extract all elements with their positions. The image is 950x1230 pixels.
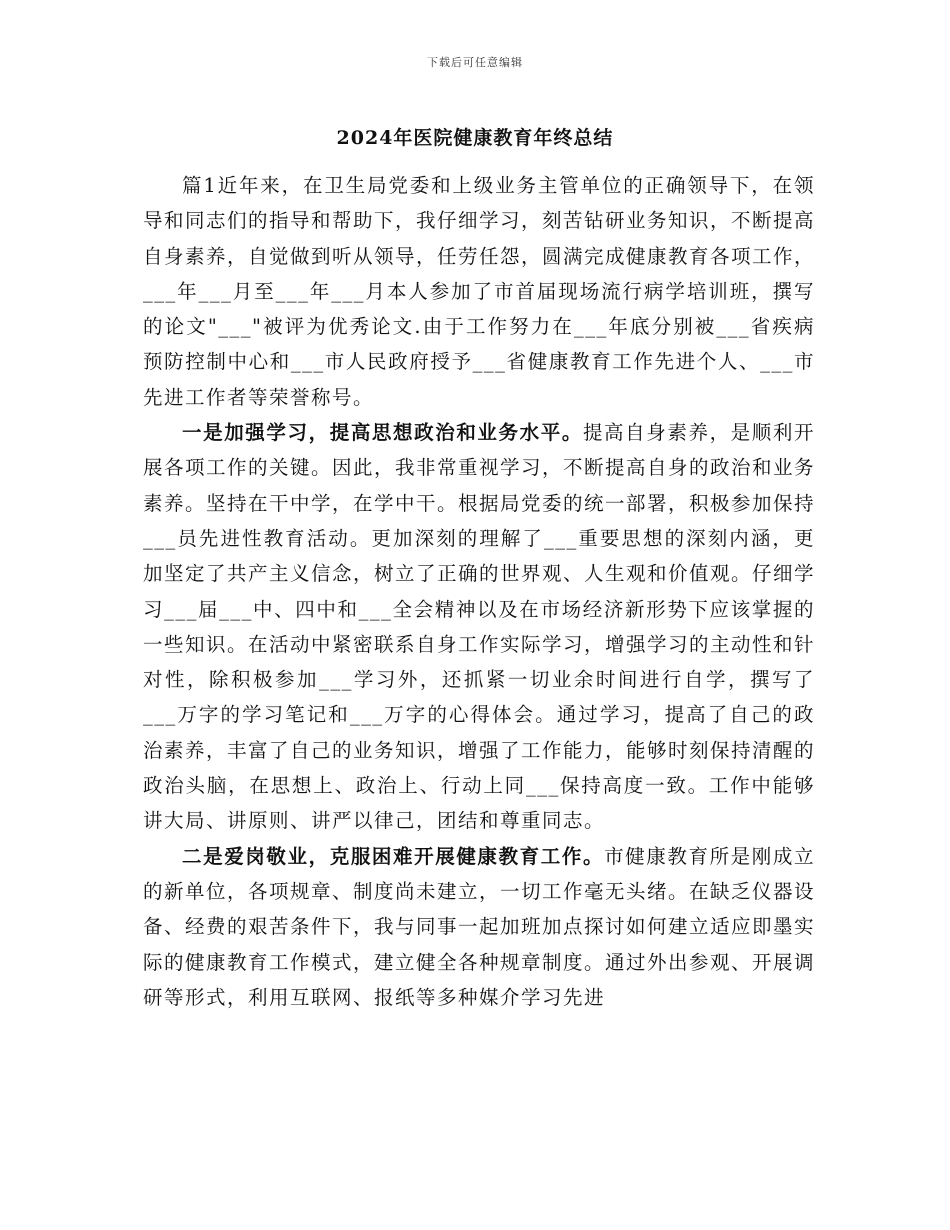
paragraph-2-lead: 一是加强学习，提高思想政治和业务水平。 [182,421,583,445]
paragraph-3 [143,839,815,1015]
document-body [143,168,815,1015]
document-title: 2024年医院健康教育年终总结 [336,127,614,149]
paragraph-3-lead: 二是爱岗敬业，克服困难开展健康教育工作。 [182,844,605,868]
header-note: 下载后可任意编辑 [427,56,523,69]
paragraph-1 [143,168,815,415]
paragraph-2 [143,415,815,839]
paragraph-2-text: 提高自身素养，是顺利开展各项工作的关键。因此，我非常重视学习，不断提高自身的政治和业务素养。坚持在干中学，在学中干。根据局党委的统一部署，积极参加保持___员先进性教育活动。更加深刻的理解了___重要思想的深刻内涵，更加坚定了共产主义信念，树立了正确的世界观、人生观和价值观。仔细学习___届___中、四中和___全会精神以及在市场经济新形势下应该掌握的一些知识。在活动中紧密联系自身工作实际学习，增强学习的主动性和针对性，除积极参加___学习外，还抓紧一切业余时间进行自学，撰写了___万字的学习笔记和___万字的心得体会。通过学习，提高了自己的政治素养，丰富了自己的业务知识，增强了工作能力，能够时刻保持清醒的政治头脑，在思想上、政治上、行动上同___保持高度一致。工作中能够讲大局、讲原则、讲严以律己，团结和尊重同志。 [143,421,816,833]
paragraph-3-text: 市健康教育所是刚成立的新单位，各项规章、制度尚未建立，一切工作毫无头绪。在缺乏仪器设备、经费的艰苦条件下，我与同事一起加班加点探讨如何建立适应即墨实际的健康教育工作模式，建立健全各种规章制度。通过外出参观、开展调研等形式，利用互联网、报纸等多种媒介学习先进 [143,844,816,1009]
paragraph-1-text: 篇1近年来，在卫生局党委和上级业务主管单位的正确领导下，在领导和同志们的指导和帮助下，我仔细学习，刻苦钻研业务知识，不断提高自身素养，自觉做到听从领导，任劳任怨，圆满完成健康教育各项工作，___年___月至___年___月本人参加了市首届现场流行病学培训班，撰写的论文"___"被评为优秀论文.由于工作努力在___年底分别被___省疾病预防控制中心和___市人民政府授予___省健康教育工作先进个人、___市先进工作者等荣誉称号。 [143,174,816,409]
